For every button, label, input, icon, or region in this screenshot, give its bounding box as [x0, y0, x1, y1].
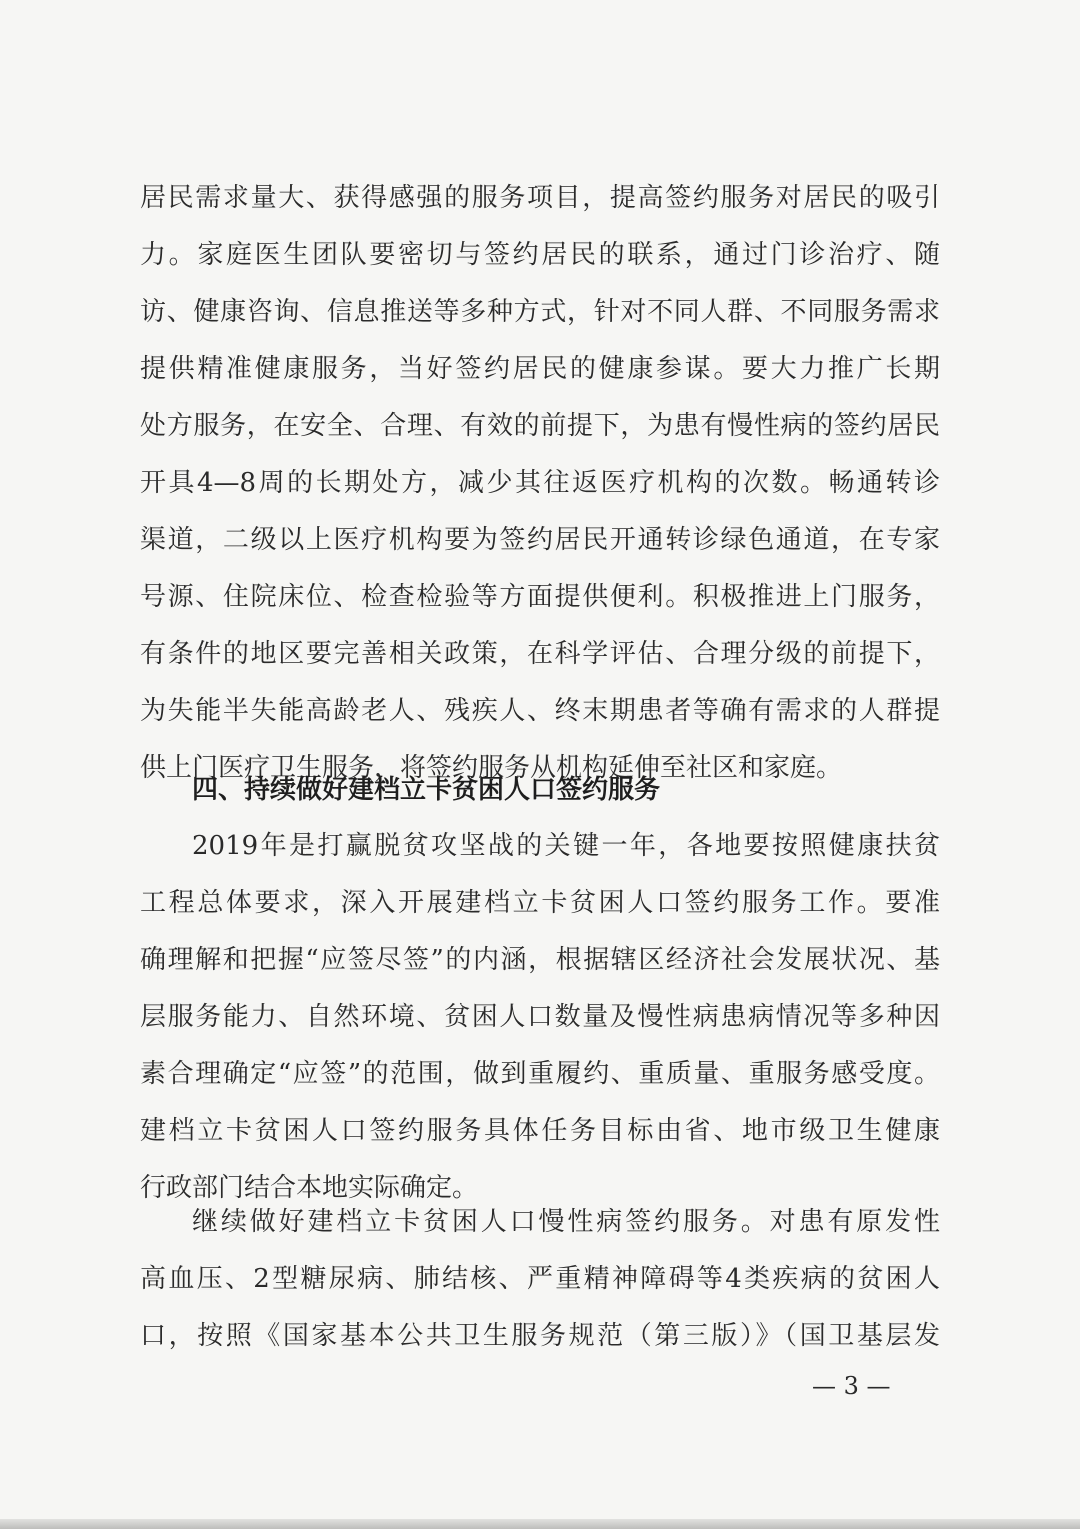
text-line: 工程总体要求，深入开展建档立卡贫困人口签约服务工作。要准	[140, 888, 940, 918]
page-bottom-edge	[0, 1519, 1080, 1529]
text-line: 处方服务，在安全、合理、有效的前提下，为患有慢性病的签约居民	[140, 411, 940, 441]
text-line: 力。家庭医生团队要密切与签约居民的联系，通过门诊治疗、随	[140, 240, 940, 270]
text-line: 高血压、2型糖尿病、肺结核、严重精神障碍等4类疾病的贫困人	[140, 1264, 940, 1294]
text-line: 有条件的地区要完善相关政策，在科学评估、合理分级的前提下，	[140, 639, 940, 669]
text-line: 提供精准健康服务，当好签约居民的健康参谋。要大力推广长期	[140, 354, 940, 384]
text-line: 层服务能力、自然环境、贫困人口数量及慢性病患病情况等多种因	[140, 1002, 940, 1032]
text-line: 号源、住院床位、检查检验等方面提供便利。积极推进上门服务，	[140, 582, 940, 612]
text-line: 行政部门结合本地实际确定。	[140, 1173, 479, 1203]
section-heading: 四、持续做好建档立卡贫困人口签约服务	[192, 775, 661, 805]
text-line: 开具4—8周的长期处方，减少其往返医疗机构的次数。畅通转诊	[140, 468, 940, 498]
text-line: 继续做好建档立卡贫困人口慢性病签约服务。对患有原发性	[192, 1207, 940, 1237]
text-line: 访、健康咨询、信息推送等多种方式，针对不同人群、不同服务需求	[140, 297, 940, 327]
text-line: 供上门医疗卫生服务，将签约服务从机构延伸至社区和家庭。	[140, 753, 843, 783]
text-line: 为失能半失能高龄老人、残疾人、终末期患者等确有需求的人群提	[140, 696, 940, 726]
page-number: — 3 —	[812, 1372, 891, 1400]
text-line: 建档立卡贫困人口签约服务具体任务目标由省、地市级卫生健康	[140, 1116, 940, 1146]
text-line: 确理解和把握“应签尽签”的内涵，根据辖区经济社会发展状况、基	[140, 945, 940, 975]
text-line: 渠道，二级以上医疗机构要为签约居民开通转诊绿色通道，在专家	[140, 525, 940, 555]
text-line: 素合理确定“应签”的范围，做到重履约、重质量、重服务感受度。	[140, 1059, 940, 1089]
text-line: 口，按照《国家基本公共卫生服务规范（第三版）》（国卫基层发	[140, 1321, 940, 1351]
text-line: 居民需求量大、获得感强的服务项目，提高签约服务对居民的吸引	[140, 183, 940, 213]
text-line: 2019年是打赢脱贫攻坚战的关键一年，各地要按照健康扶贫	[192, 831, 940, 861]
